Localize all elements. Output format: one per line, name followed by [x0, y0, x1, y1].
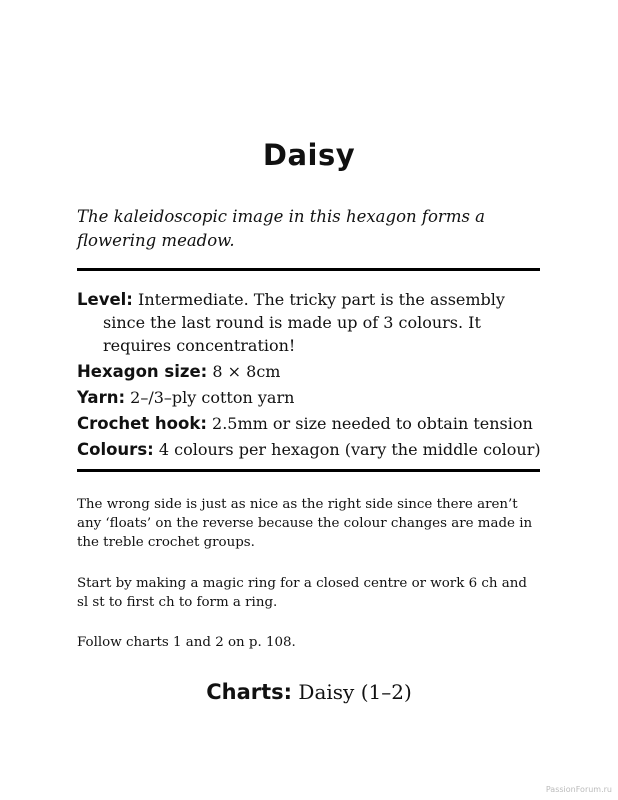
- page-title: Daisy: [262, 138, 356, 172]
- body-paragraph: The wrong side is just as nice as the right side since there aren’t any ‘floats’ on the reverse because the colour changes are made in the treble crochet groups.: [77, 497, 533, 550]
- charts-label: Charts:: [206, 680, 293, 704]
- spec-value: 2–/3–ply cotton yarn: [130, 388, 295, 407]
- intro-text: The kaleidoscopic image in this hexagon forms a flowering meadow.: [77, 207, 486, 250]
- spec-value: Intermediate. The tricky part is the assembly since the last round is made up of 3 colours. It requires concentration!: [103, 290, 505, 355]
- spec-label: Level:: [77, 290, 133, 309]
- spec-label: Colours:: [77, 440, 154, 459]
- charts-reference: [0, 680, 618, 704]
- bottom-divider: [77, 469, 540, 472]
- spec-crochet-hook: [77, 412, 547, 435]
- spec-label: Hexagon size:: [77, 362, 208, 381]
- body-paragraph: Start by making a magic ring for a closed centre or work 6 ch and sl st to first ch to form a ring.: [77, 576, 527, 610]
- specs-list: [77, 288, 547, 464]
- spec-label: Crochet hook:: [77, 414, 207, 433]
- spec-level: [77, 288, 547, 357]
- spec-value: 8 × 8cm: [212, 362, 281, 381]
- watermark: PassionForum.ru: [545, 785, 612, 794]
- spec-label: Yarn:: [77, 388, 126, 407]
- top-divider: [77, 268, 540, 271]
- body-paragraph: Follow charts 1 and 2 on p. 108.: [77, 635, 296, 650]
- spec-colours: [77, 438, 547, 461]
- spec-value: 4 colours per hexagon (vary the middle colour): [158, 440, 541, 459]
- spec-hexagon-size: [77, 360, 547, 383]
- spec-yarn: [77, 386, 547, 409]
- charts-value: Daisy (1–2): [298, 680, 412, 704]
- spec-value: 2.5mm or size needed to obtain tension: [212, 414, 533, 433]
